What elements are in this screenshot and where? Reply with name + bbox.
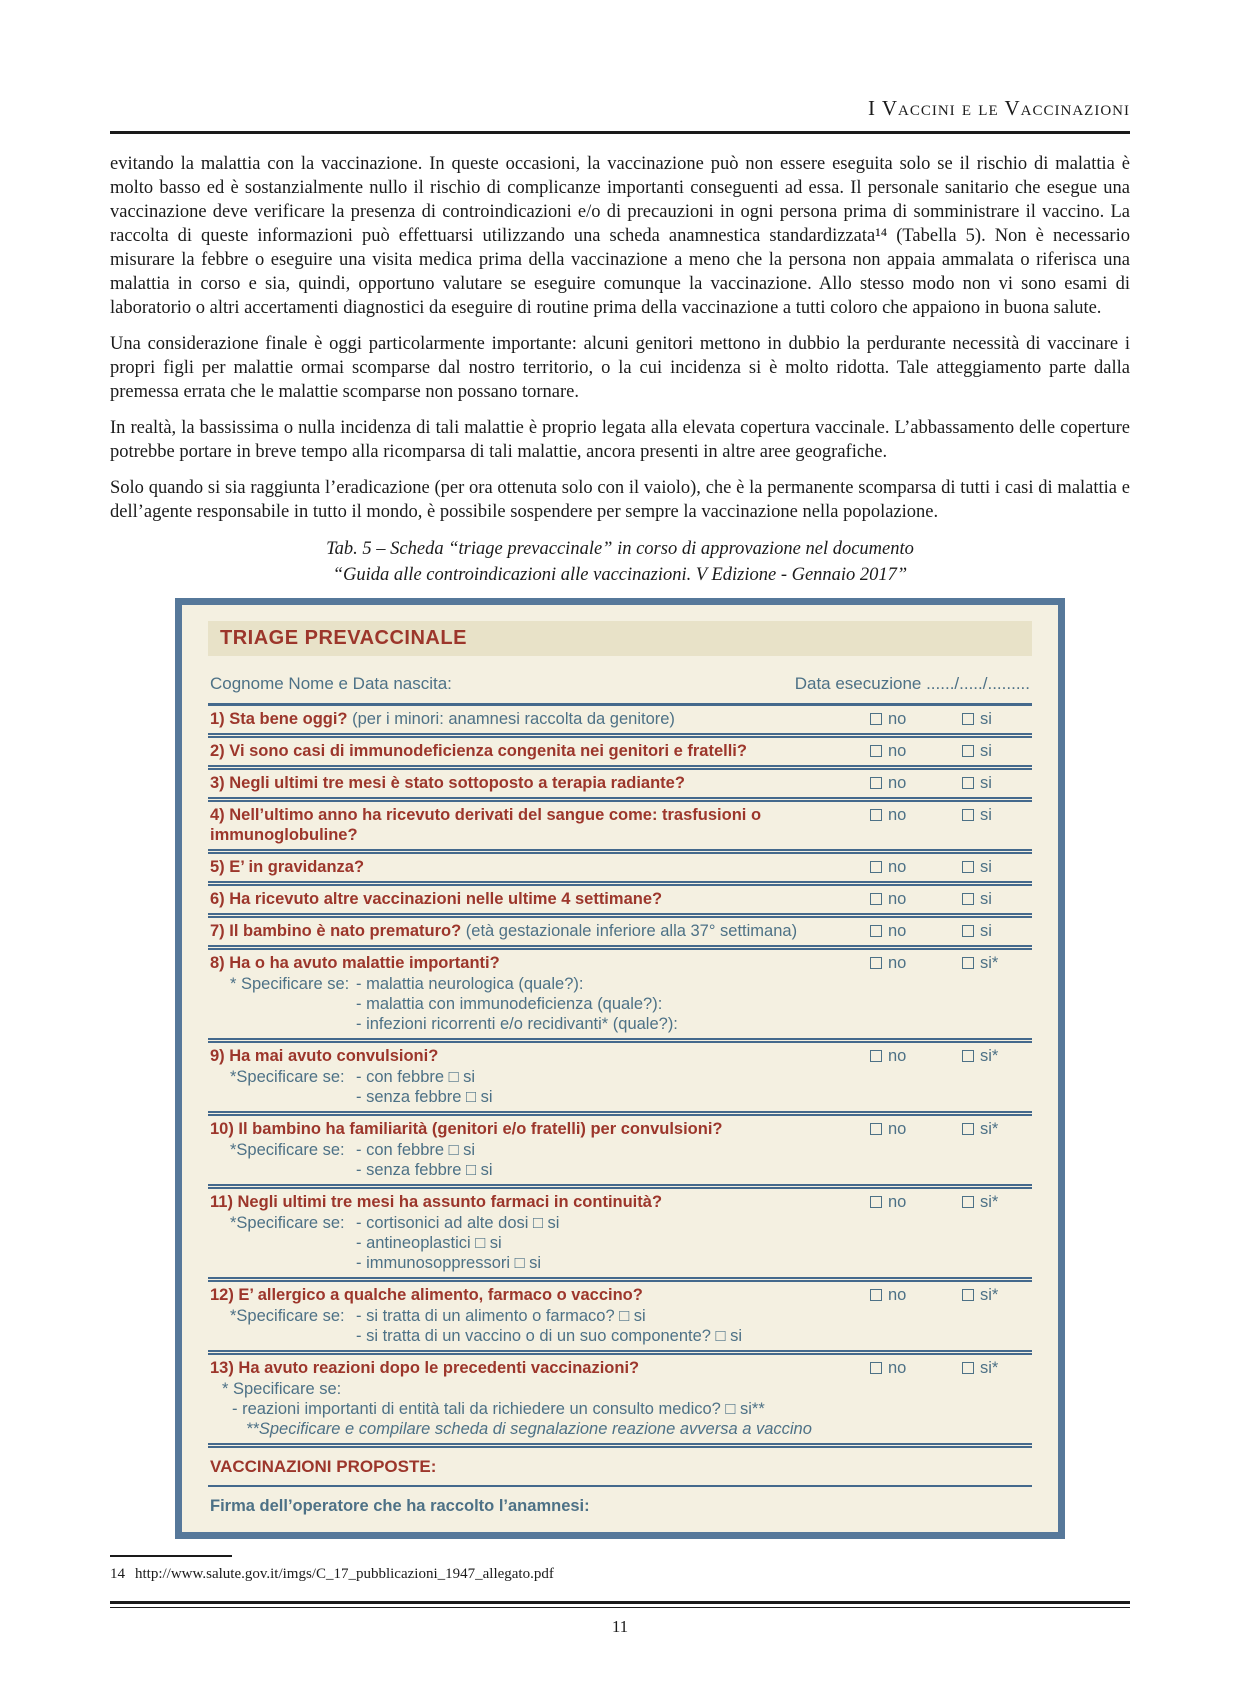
checkbox-no-icon[interactable] — [870, 745, 882, 757]
question-row — [208, 770, 1032, 802]
checkbox-si-icon[interactable] — [962, 713, 974, 725]
checkbox-si-icon[interactable] — [962, 1362, 974, 1374]
question-text-cell — [208, 857, 870, 877]
paragraph-1: evitando la malattia con la vaccinazione. In queste occasioni, la vaccinazione può non essere eseguita solo se il rischio di malattia è molto basso ed è sostanzialmente nullo il rischio di complicanze importanti conseguenti ad essa. Il personale sanitario che esegue una vaccinazione deve verificare la presenza di controindicazioni e/o di precauzioni in ogni persona prima di somministrare il vaccino. La raccolta di queste informazioni può effettuarsi utilizzando una scheda anamnestica standardizzata¹⁴ (Tabella 5). Non è necessario misurare la febbre o eseguire una visita medica prima della vaccinazione a meno che la persona non appaia ammalata o riferisca una malattia in corso e sia, quindi, opportuno valutare se eseguire comunque la vaccinazione. Allo stesso modo non vi sono esami di laboratorio o altri accertamenti diagnostici da eseguire di routine prima della vaccinazione a tutti coloro che appaiono in buona salute. — [110, 154, 1130, 318]
question-text: 10) Il bambino ha familiarità (genitori e/o fratelli) per convulsioni? — [210, 1120, 723, 1138]
question-row-main — [208, 857, 1032, 877]
paragraph-3: In realtà, la bassissima o nulla incidenza di tali malattie è proprio legata alla elevata copertura vaccinale. L’abbassamento delle coperture potrebbe portare in breve tempo alla ricomparsa di tali malattie, ancora presenti in altre aree geografiche. — [110, 418, 1130, 462]
question-text: 12) E’ allergico a qualche alimento, farmaco o vaccino? — [210, 1286, 643, 1304]
paragraph-2: Una considerazione finale è oggi particolarmente importante: alcuni genitori mettono in dubbio la perdurante necessità di vaccinare i propri figli per malattie ormai scomparse dal nostro territorio, o la cui incidenza si è molto ridotta. Tale atteggiamento parte dalla premessa errata che le malattie scomparse non possano tornare. — [110, 334, 1130, 402]
question-specify-block — [208, 974, 1032, 1034]
answer-si-cell — [962, 805, 1032, 825]
answer-si-label: si* — [980, 954, 999, 972]
answer-si-cell — [962, 1192, 1032, 1212]
answer-no-label: no — [888, 922, 907, 940]
checkbox-si-icon[interactable] — [962, 925, 974, 937]
question-row-main — [208, 1358, 1032, 1378]
answer-no-label: no — [888, 858, 907, 876]
checkbox-si-icon[interactable] — [962, 809, 974, 821]
question-row — [208, 1355, 1032, 1448]
answer-si-cell — [962, 921, 1032, 941]
question-text: 7) Il bambino è nato prematuro? — [210, 922, 462, 940]
page-number: 11 — [611, 1617, 629, 1636]
table-caption-line1: Tab. 5 – Scheda “triage prevaccinale” in corso di approvazione nel documento — [326, 539, 914, 559]
footnote-url[interactable]: http://www.salute.gov.it/imgs/C_17_pubblicazioni_1947_allegato.pdf — [135, 1566, 554, 1582]
question-row — [208, 950, 1032, 1043]
checkbox-si-icon[interactable] — [962, 861, 974, 873]
question-row — [208, 1282, 1032, 1355]
question-text-cell — [208, 805, 870, 845]
question-text-cell — [208, 921, 870, 941]
question-row-main — [208, 1046, 1032, 1066]
checkbox-si-icon[interactable] — [962, 957, 974, 969]
answer-no-cell — [870, 805, 962, 825]
footnote — [110, 1566, 1130, 1583]
answer-no-label: no — [888, 806, 907, 824]
specify-label: *Specificare se: — [230, 1068, 345, 1086]
question-row — [208, 886, 1032, 918]
question-row — [208, 1043, 1032, 1116]
question-row — [208, 918, 1032, 950]
footnote-number: 14 — [110, 1566, 125, 1582]
question-text-cell — [208, 1192, 870, 1212]
answer-no-label: no — [888, 1286, 907, 1304]
answer-no-cell — [870, 741, 962, 761]
answer-no-cell — [870, 1192, 962, 1212]
execution-date-label: Data esecuzione ....../...../......... — [794, 674, 1030, 693]
question-row — [208, 854, 1032, 886]
answer-no-label: no — [888, 954, 907, 972]
checkbox-si-icon[interactable] — [962, 777, 974, 789]
question-text: 8) Ha o ha avuto malattie importanti? — [210, 954, 500, 972]
answer-si-cell — [962, 709, 1032, 729]
checkbox-no-icon[interactable] — [870, 1050, 882, 1062]
operator-signature-row: Firma dell’operatore che ha raccolto l’anamnesi: — [210, 1497, 590, 1515]
specify-item: - senza febbre □ si — [356, 1088, 493, 1106]
specify-items — [356, 1067, 493, 1107]
question-text: 4) Nell’ultimo anno ha ricevuto derivati del sangue come: trasfusioni o immunoglobuline? — [210, 806, 762, 844]
answer-no-label: no — [888, 1193, 907, 1211]
checkbox-no-icon[interactable] — [870, 1123, 882, 1135]
specify-items — [356, 974, 678, 1034]
name-date-row — [208, 662, 1032, 706]
answer-no-cell — [870, 921, 962, 941]
answer-si-cell — [962, 953, 1032, 973]
answer-si-cell — [962, 857, 1032, 877]
question-row-main — [208, 773, 1032, 793]
specify-label: *Specificare se: — [230, 1141, 345, 1159]
specify-label: *Specificare se: — [230, 1307, 345, 1325]
answer-si-label: si — [980, 774, 992, 792]
checkbox-no-icon[interactable] — [870, 713, 882, 725]
specify-item: - si tratta di un alimento o farmaco? □ si — [356, 1307, 646, 1325]
question-text-cell — [208, 741, 870, 761]
question-text-cell — [208, 1285, 870, 1305]
question-row-main — [208, 921, 1032, 941]
checkbox-si-icon[interactable] — [962, 893, 974, 905]
specify-label: * Specificare se: — [230, 975, 350, 993]
answer-si-label: si — [980, 858, 992, 876]
checkbox-si-icon[interactable] — [962, 1123, 974, 1135]
answer-si-label: si — [980, 890, 992, 908]
footer-rule — [110, 1601, 1130, 1608]
answer-si-cell — [962, 1358, 1032, 1378]
question-text: 5) E’ in gravidanza? — [210, 858, 365, 876]
answer-si-label: si* — [980, 1047, 999, 1065]
checkbox-si-icon[interactable] — [962, 1196, 974, 1208]
answer-si-cell — [962, 773, 1032, 793]
question-specify-block — [208, 1306, 1032, 1346]
question-row — [208, 1116, 1032, 1189]
header-rule — [110, 131, 1130, 134]
question-text-cell — [208, 953, 870, 973]
specify-items — [356, 1213, 559, 1273]
answer-no-label: no — [888, 1120, 907, 1138]
answer-no-label: no — [888, 890, 907, 908]
answer-no-label: no — [888, 774, 907, 792]
answer-si-cell — [962, 1285, 1032, 1305]
question-row — [208, 738, 1032, 770]
specify-item: - reazioni importanti di entità tali da richiedere un consulto medico? □ si** — [232, 1400, 765, 1418]
question-specify-block — [208, 1213, 1032, 1273]
specify-item: - si tratta di un vaccino o di un suo componente? □ si — [356, 1327, 743, 1345]
answer-si-label: si — [980, 806, 992, 824]
answer-si-label: si* — [980, 1359, 999, 1377]
paragraph-4: Solo quando si sia raggiunta l’eradicazione (per ora ottenuta solo con il vaiolo), che è la permanente scomparsa di tutti i casi di malattia e dell’agente responsabile in tutto il mondo, è possibile sospendere per sempre la vaccinazione nella popolazione. — [110, 478, 1130, 522]
checkbox-no-icon[interactable] — [870, 925, 882, 937]
question-row — [208, 1189, 1032, 1282]
question-row-main — [208, 1192, 1032, 1212]
specify-item: - antineoplastici □ si — [356, 1234, 502, 1252]
question-text-cell — [208, 889, 870, 909]
question-specify-block — [208, 1379, 1032, 1439]
checkbox-si-icon[interactable] — [962, 1289, 974, 1301]
question-text: 3) Negli ultimi tre mesi è stato sottoposto a terapia radiante? — [210, 774, 685, 792]
answer-no-label: no — [888, 742, 907, 760]
running-header: I Vaccini e le Vaccinazioni — [867, 96, 1130, 120]
table-caption — [110, 536, 1130, 588]
answer-no-cell — [870, 1358, 962, 1378]
question-note: (età gestazionale inferiore alla 37° settimana) — [461, 922, 798, 940]
answer-no-cell — [870, 857, 962, 877]
question-text: 2) Vi sono casi di immunodeficienza congenita nei genitori e fratelli? — [210, 742, 747, 760]
answer-si-label: si — [980, 922, 992, 940]
question-text: 13) Ha avuto reazioni dopo le precedenti vaccinazioni? — [210, 1359, 640, 1377]
question-row-main — [208, 1285, 1032, 1305]
answer-si-cell — [962, 1119, 1032, 1139]
specify-italic-note: **Specificare e compilare scheda di segnalazione reazione avversa a vaccino — [246, 1420, 812, 1438]
question-row-main — [208, 1119, 1032, 1139]
answer-no-cell — [870, 709, 962, 729]
answer-si-cell — [962, 889, 1032, 909]
answer-no-cell — [870, 773, 962, 793]
question-row-main — [208, 741, 1032, 761]
question-text: 11) Negli ultimi tre mesi ha assunto farmaci in continuità? — [210, 1193, 663, 1211]
triage-form — [175, 598, 1065, 1539]
specify-label: *Specificare se: — [230, 1214, 345, 1232]
answer-no-cell — [870, 1046, 962, 1066]
specify-item: - malattia con immunodeficienza (quale?): — [356, 995, 663, 1013]
question-row-main — [208, 805, 1032, 845]
checkbox-no-icon[interactable] — [870, 1196, 882, 1208]
answer-no-label: no — [888, 1359, 907, 1377]
page-content — [110, 0, 1130, 1637]
answer-si-label: si* — [980, 1286, 999, 1304]
question-rows — [208, 706, 1032, 1448]
specify-item: - infezioni ricorrenti e/o recidivanti* (quale?): — [356, 1015, 678, 1033]
question-row — [208, 706, 1032, 738]
specify-item: - malattia neurologica (quale?): — [356, 975, 584, 993]
specify-label: * Specificare se: — [222, 1380, 342, 1398]
checkbox-no-icon[interactable] — [870, 1362, 882, 1374]
table-caption-line2: “Guida alle controindicazioni alle vaccinazioni. V Edizione - Gennaio 2017” — [332, 565, 908, 585]
answer-no-label: no — [888, 710, 907, 728]
checkbox-no-icon[interactable] — [870, 893, 882, 905]
question-text: 1) Sta bene oggi? — [210, 710, 348, 728]
checkbox-no-icon[interactable] — [870, 809, 882, 821]
checkbox-no-icon[interactable] — [870, 777, 882, 789]
checkbox-si-icon[interactable] — [962, 1050, 974, 1062]
checkbox-no-icon[interactable] — [870, 1289, 882, 1301]
answer-no-cell — [870, 1119, 962, 1139]
question-specify-block — [208, 1067, 1032, 1107]
checkbox-no-icon[interactable] — [870, 861, 882, 873]
question-row-main — [208, 889, 1032, 909]
question-row-main — [208, 709, 1032, 729]
answer-no-cell — [870, 1285, 962, 1305]
question-specify-block — [208, 1140, 1032, 1180]
answer-si-cell — [962, 1046, 1032, 1066]
proposed-vaccinations-row: VACCINAZIONI PROPOSTE: — [208, 1448, 1032, 1487]
question-text-cell — [208, 1119, 870, 1139]
question-text-cell — [208, 1358, 870, 1378]
question-row — [208, 802, 1032, 854]
question-text-cell — [208, 1046, 870, 1066]
answer-si-cell — [962, 741, 1032, 761]
triage-form-inner — [182, 605, 1058, 1532]
form-title: TRIAGE PREVACCINALE — [208, 621, 1032, 656]
question-text: 9) Ha mai avuto convulsioni? — [210, 1047, 439, 1065]
question-text-cell — [208, 773, 870, 793]
question-note: (per i minori: anamnesi raccolta da genitore) — [347, 710, 675, 728]
specify-item: - senza febbre □ si — [356, 1161, 493, 1179]
question-text-cell — [208, 709, 870, 729]
answer-no-cell — [870, 953, 962, 973]
footnote-rule — [110, 1555, 232, 1557]
specify-item: - con febbre □ si — [356, 1141, 476, 1159]
answer-no-cell — [870, 889, 962, 909]
body-text — [110, 152, 1130, 524]
answer-si-label: si* — [980, 1120, 999, 1138]
question-text: 6) Ha ricevuto altre vaccinazioni nelle ultime 4 settimane? — [210, 890, 663, 908]
question-row-main — [208, 953, 1032, 973]
specify-item: - cortisonici ad alte dosi □ si — [356, 1214, 560, 1232]
specify-items — [356, 1306, 742, 1346]
specify-item: - immunosoppressori □ si — [356, 1254, 542, 1272]
specify-items — [356, 1140, 493, 1180]
checkbox-si-icon[interactable] — [962, 745, 974, 757]
answer-si-label: si — [980, 742, 992, 760]
specify-item: - con febbre □ si — [356, 1068, 476, 1086]
answer-no-label: no — [888, 1047, 907, 1065]
answer-si-label: si* — [980, 1193, 999, 1211]
checkbox-no-icon[interactable] — [870, 957, 882, 969]
answer-si-label: si — [980, 710, 992, 728]
name-label: Cognome Nome e Data nascita: — [210, 674, 452, 693]
